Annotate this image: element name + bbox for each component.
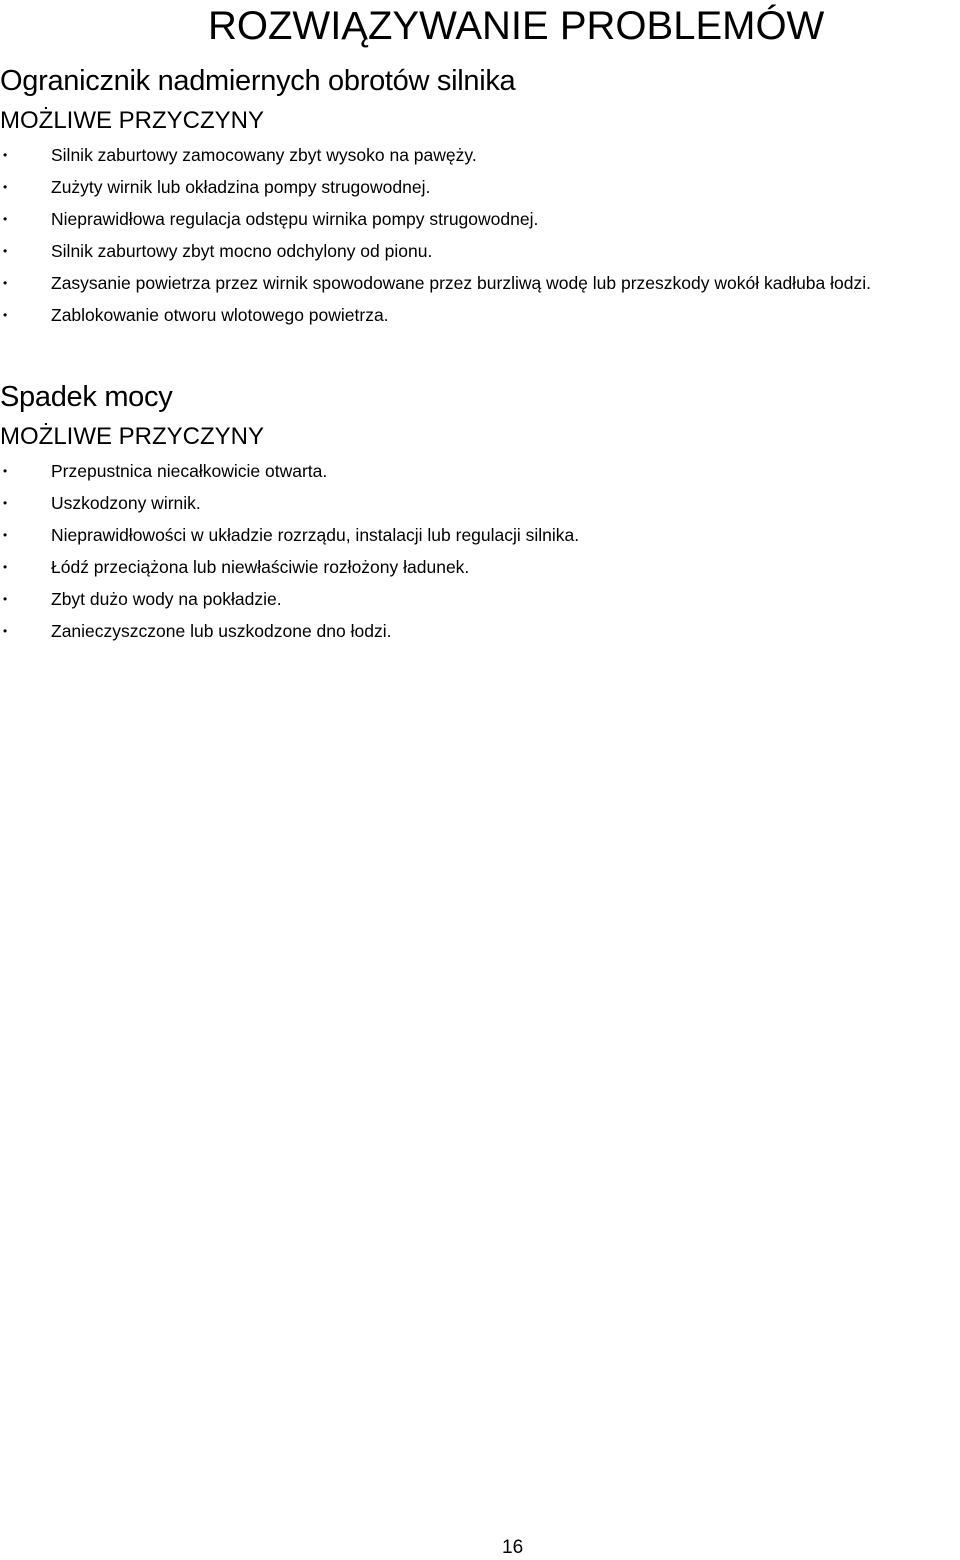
list-item — [0, 587, 960, 611]
cause-list — [0, 459, 960, 643]
bullet-icon: • — [3, 148, 8, 162]
bullet-icon: • — [3, 464, 8, 478]
list-item — [0, 555, 960, 579]
list-item — [0, 271, 960, 295]
list-item-text: Łódź przeciążona lub niewłaściwie rozłożony ładunek. — [51, 557, 470, 577]
cause-list — [0, 143, 960, 327]
bullet-icon: • — [3, 276, 8, 290]
list-item-text: Zablokowanie otworu wlotowego powietrza. — [51, 305, 389, 325]
section-title: Spadek mocy — [0, 381, 173, 413]
list-item — [0, 523, 960, 547]
page-number: 16 — [502, 1537, 524, 1558]
section-title: Ogranicznik nadmiernych obrotów silnika — [0, 65, 516, 97]
bullet-icon: • — [3, 180, 8, 194]
list-item — [0, 303, 960, 327]
bullet-icon: • — [3, 528, 8, 542]
list-item — [0, 491, 960, 515]
bullet-icon: • — [3, 592, 8, 606]
list-item-text: Zbyt dużo wody na pokładzie. — [51, 589, 282, 609]
bullet-icon: • — [3, 560, 8, 574]
list-item-text: Uszkodzony wirnik. — [51, 493, 201, 513]
bullet-icon: • — [3, 212, 8, 226]
list-item — [0, 207, 960, 231]
list-item-text: Przepustnica niecałkowicie otwarta. — [51, 461, 328, 481]
section-overspeed-limiter — [0, 62, 960, 335]
section-power-loss — [0, 378, 960, 651]
list-item-text: Zasysanie powietrza przez wirnik spowodowane przez burzliwą wodę lub przeszkody wokół kadłuba łodzi. — [51, 273, 871, 293]
list-item-text: Silnik zaburtowy zbyt mocno odchylony od pionu. — [51, 241, 433, 261]
section-subtitle: MOŻLIWE PRZYCZYNY — [0, 423, 265, 450]
list-item-text: Silnik zaburtowy zamocowany zbyt wysoko na pawęży. — [51, 145, 477, 165]
bullet-icon: • — [3, 244, 8, 258]
list-item — [0, 459, 960, 483]
bullet-icon: • — [3, 308, 8, 322]
page-title: ROZWIĄZYWANIE PROBLEMÓW — [208, 4, 825, 48]
section-subtitle: MOŻLIWE PRZYCZYNY — [0, 107, 265, 134]
list-item-text: Zużyty wirnik lub okładzina pompy strugowodnej. — [51, 177, 431, 197]
list-item-text: Zanieczyszczone lub uszkodzone dno łodzi. — [51, 621, 392, 641]
list-item — [0, 143, 960, 167]
list-item — [0, 619, 960, 643]
list-item — [0, 175, 960, 199]
bullet-icon: • — [3, 624, 8, 638]
list-item-text: Nieprawidłowa regulacja odstępu wirnika pompy strugowodnej. — [51, 209, 539, 229]
list-item-text: Nieprawidłowości w układzie rozrządu, instalacji lub regulacji silnika. — [51, 525, 580, 545]
list-item — [0, 239, 960, 263]
bullet-icon: • — [3, 496, 8, 510]
